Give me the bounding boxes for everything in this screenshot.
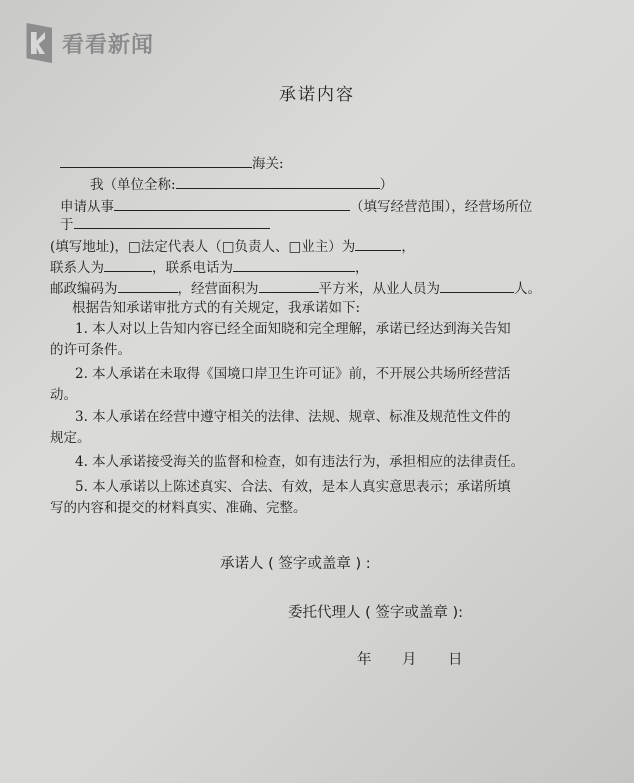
kankan-logo-icon bbox=[22, 23, 52, 63]
item-1-line-1: 1. 本人对以上告知内容已经全面知晓和完全理解，承诺已经达到海关告知 bbox=[75, 321, 511, 337]
blank-location bbox=[74, 214, 270, 229]
area-label: ，经营面积为 bbox=[177, 281, 259, 297]
customs-label: 海关: bbox=[252, 156, 284, 172]
date-day-label: 日 bbox=[448, 652, 463, 668]
promisor-signature-label: 承诺人 ( 签字或盖章 ) : bbox=[220, 556, 371, 572]
item-4: 4. 本人承诺接受海关的监督和检查，如有违法行为，承担相应的法律责任。 bbox=[75, 454, 525, 470]
item-5-line-2: 写的内容和提交的材料真实、准确、完整。 bbox=[50, 500, 307, 516]
blank-representative bbox=[355, 236, 401, 251]
item-2-line-1: 2. 本人承诺在未取得《国境口岸卫生许可证》前，不开展公共场所经营活 bbox=[75, 366, 511, 382]
line-location bbox=[60, 214, 270, 234]
blank-business-scope bbox=[114, 196, 350, 211]
blank-customs bbox=[60, 153, 252, 168]
contact-label: 联系人为 bbox=[50, 260, 104, 276]
business-scope-label: （填写经营范围），经营场所位 bbox=[350, 199, 533, 215]
item-1-line-2: 的许可条件。 bbox=[50, 342, 131, 358]
item-3-line-2: 规定。 bbox=[50, 430, 91, 446]
postcode-label: 邮政编码为 bbox=[50, 281, 118, 297]
blank-contact bbox=[104, 257, 152, 272]
line-customs bbox=[60, 153, 284, 173]
line-postcode bbox=[50, 278, 541, 298]
line-representative bbox=[50, 236, 415, 256]
staff-unit: 人。 bbox=[514, 281, 541, 297]
line-business bbox=[60, 196, 532, 216]
staff-label: 平方米，从业人员为 bbox=[318, 281, 440, 297]
representative-comma: ， bbox=[401, 239, 415, 255]
watermark-text: 看看新闻 bbox=[62, 32, 155, 58]
business-label: 申请从事 bbox=[60, 199, 114, 215]
unit-name-close: ） bbox=[379, 177, 394, 193]
blank-phone bbox=[233, 257, 355, 272]
representative-label: (填写地址)，□法定代表人（□负责人、□业主）为 bbox=[50, 239, 356, 255]
document-title: 承诺内容 bbox=[279, 85, 355, 105]
date-month-label: 月 bbox=[402, 652, 417, 668]
watermark-logo bbox=[22, 20, 154, 66]
item-2-line-2: 动。 bbox=[50, 387, 77, 403]
commitment-intro: 根据告知承诺审批方式的有关规定，我承诺如下: bbox=[72, 300, 361, 316]
agent-signature-label: 委托代理人 ( 签字或盖章 ): bbox=[288, 605, 464, 621]
line-contact bbox=[50, 257, 369, 277]
item-3-line-1: 3. 本人承诺在经营中遵守相关的法律、法规、规章、标准及规范性文件的 bbox=[75, 409, 511, 425]
blank-unit-name bbox=[176, 174, 380, 189]
blank-area bbox=[259, 278, 319, 293]
unit-name-label: 我（单位全称: bbox=[90, 177, 176, 193]
blank-staff bbox=[440, 278, 514, 293]
location-label: 于 bbox=[60, 217, 74, 233]
line-unit-name bbox=[90, 174, 393, 194]
date-year-label: 年 bbox=[357, 652, 372, 668]
blank-postcode bbox=[118, 278, 178, 293]
item-5-line-1: 5. 本人承诺以上陈述真实、合法、有效，是本人真实意思表示；承诺所填 bbox=[75, 479, 511, 495]
phone-comma: ， bbox=[355, 260, 369, 276]
phone-label: ，联系电话为 bbox=[152, 260, 233, 276]
